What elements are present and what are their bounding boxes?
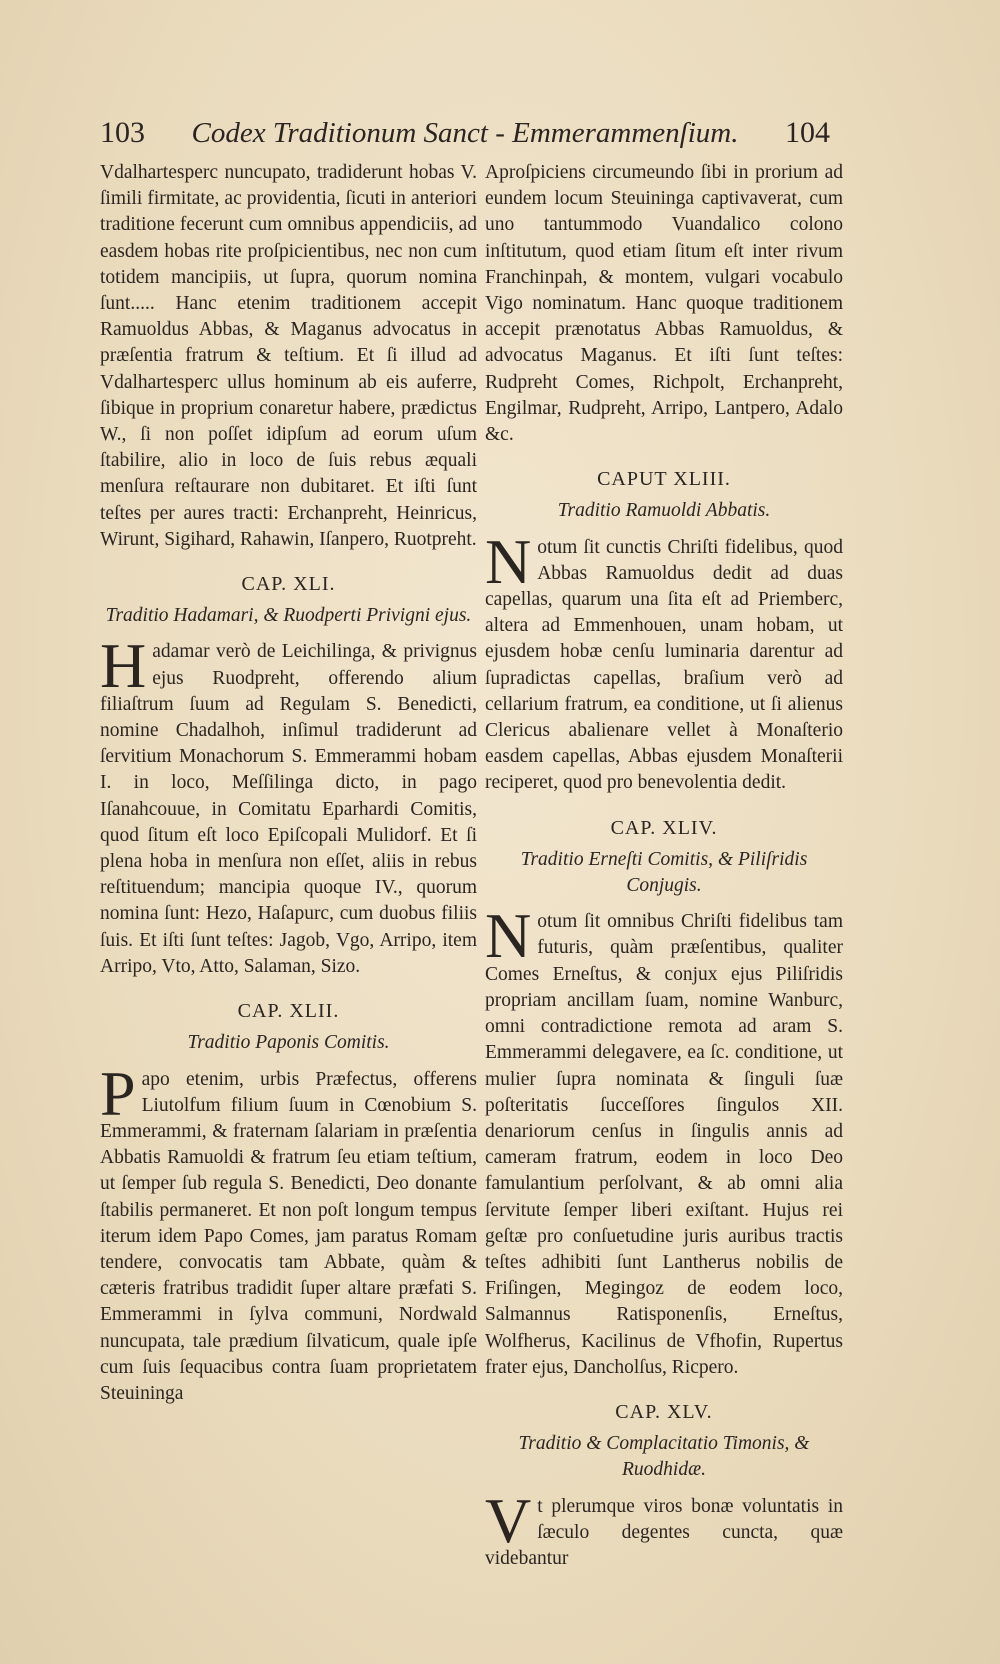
chapter-subtitle: Traditio Ramuoldi Abbatis. [557, 500, 771, 522]
paragraph: Vt plerumque viros bonæ voluntatis in ſæculo degentes cuncta, quæ videbantur [485, 1484, 843, 1569]
page-number-right: 104 [784, 116, 830, 149]
paragraph: Vdalhartesperc nuncupato, tradiderunt hobas V. ſimili firmitate, ac providentia, ſicuti in anteriori traditione fecerunt cum omnibus appendiciis, ad easdem hobas rite proſpicientibus, nec non cum totidem mancipiis, ut ſupra, quorum nomina ſunt..... Hanc etenim traditionem accepit Ramuoldus Abbas, & Maganus advocatus in præſentia fratrum & teſtium. Et ſi illud ad Vdalhartesperc ullus hominum ab eis auferre, ſibique in proprium conaretur habere, prædictus W., ſi non poſſet idipſum ad eorum uſum ſtabilire, alio in loco de ſuis rebus æquali menſura reſtaurare non dubitaret. Et iſti ſunt teſtes per aures tracti: Erchanpreht, Heinricus, Wirunt, Sigihard, Rahawin, Iſanpero, Ruotpreht. [100, 162, 477, 550]
left-column [100, 160, 477, 1407]
paragraph: Hadamar verò de Leichilinga, & privignus ejus Ruodpreht, offerendo alium filiaſtrum ſuum ad Regulam S. Benedicti, nomine Chadalhoh, inſimul tradiderunt ad ſervitium Monachorum S. Emmerammi hobam I. in loco, Meſſilinga dicto, in pago Iſanahcouue, in Comitatu Eparhardi Comitis, quod ſitum eſt loco Epiſcopali Mulidorf. Et ſi plena hoba in menſura non eſſet, aliis in rebus reſtituendum; mancipia quoque IV., quorum nomina ſunt: Hezo, Haſapurc, cum duobus filiis ſuis. Et iſti ſunt teſtes: Jagob, Vgo, Arripo, item Arripo, Vto, Atto, Salaman, Sizo. [100, 630, 477, 977]
paragraph: Aproſpiciens circumeundo ſibi in prorium ad eundem locum Steuininga captivaverat, cum uno tantummodo Vuandalico colono inſtitutum, quod etiam ſitum eſt inter rivum Franchinpah, & montem, vulgari vocabulo Vigo nominatum. Hanc quoque traditionem accepit prænotatus Abbas Ramuoldus, & advocatus Maganus. Et iſti ſunt teſtes: Rudpreht Comes, Richpolt, Erchanpreht, Engilmar, Rudpreht, Arripo, Lantpero, Adalo &c. [485, 162, 843, 446]
page-header [100, 116, 830, 150]
chapter-heading: CAP. XLIV. [610, 816, 718, 839]
paragraph: Notum ſit omnibus Chriſti fidelibus tam futuris, quàm præſentibus, qualiter Comes Erneſtus, & conjux ejus Piliſridis propriam ancillam ſuam, nomine Wanburc, omni contradictione remota ad aram S. Emmerammi delegavere, ea ſc. conditione, ut mulier ſupra nominata & ſinguli ſuæ poſteritatis ſucceſſores ſingulos XII. denariorum cenſus in ſingulis annis ad cameram fratrum, eodem in loco Deo famulantium perſolvant, & ab omni alia ſervitute ſemper liberi exiſtant. Hujus rei geſtæ pro conſuetudine juris auribus tractis teſtes adhibiti ſunt Lantherus nobilis de Friſingen, Megingoz de eodem loco, Salmannus Ratisponenſis, Erneſtus, Wolfherus, Kacilinus de Vfhofin, Rupertus frater ejus, Dancholſus, Ricpero. [485, 900, 843, 1378]
right-column [485, 160, 843, 1572]
chapter-subtitle: Traditio Erneſti Comitis, & Piliſridis Conjugis. [520, 848, 808, 897]
chapter-heading: CAP. XLV. [615, 1400, 713, 1423]
chapter-subtitle: Traditio & Complacitatio Timonis, & Ruodhidæ. [518, 1433, 810, 1481]
chapter-heading: CAP. XLII. [237, 1000, 340, 1023]
paragraph: Notum ſit cunctis Chriſti fidelibus, quod Abbas Ramuoldus dedit ad duas capellas, quarum una ſita eſt ad Priemberc, altera ad Emmenhouen, unam hobam, ut ejusdem hobæ cenſu luminaria darentur ad ſupradictas capellas, braſium verò ad cellarium fratrum, ea conditione, ut ſi alienus Clericus abalienare vellet à Monaſterio easdem capellas, Abbas ejusdem Monaſterii reciperet, quod pro benevolentia dedit. [485, 525, 843, 794]
chapter-subtitle: Traditio Paponis Comitis. [187, 1032, 390, 1054]
chapter-heading: CAPUT XLIII. [597, 468, 731, 491]
paragraph: Papo etenim, urbis Præfectus, offerens Liutolfum filium ſuum in Cœnobium S. Emmerammi, & fraternam ſalariam in præſentia Abbatis Ramuoldi & fratrum ſeu etiam teſtium, ut ſemper ſub regula S. Benedicti, Deo donante ſtabilis permaneret. Et non poſt longum tempus iterum idem Papo Comes, jam paratus Romam tendere, convocatis tam Abbate, quàm & cæteris fratribus tradidit ſuper altare præfati S. Emmerammi in ſylva communi, Nordwald nuncupata, tale prædium ſilvaticum, quale ipſe cum ſuis ſequacibus contra ſuam proprietatem Steuininga [100, 1057, 477, 1404]
running-title: Codex Traditionum Sanct - Emmerammenſium. [191, 117, 739, 149]
page-number-left: 103 [100, 116, 145, 149]
chapter-subtitle: Traditio Hadamari, & Ruodperti Privigni ejus. [105, 605, 472, 627]
chapter-heading: CAP. XLI. [241, 573, 336, 596]
